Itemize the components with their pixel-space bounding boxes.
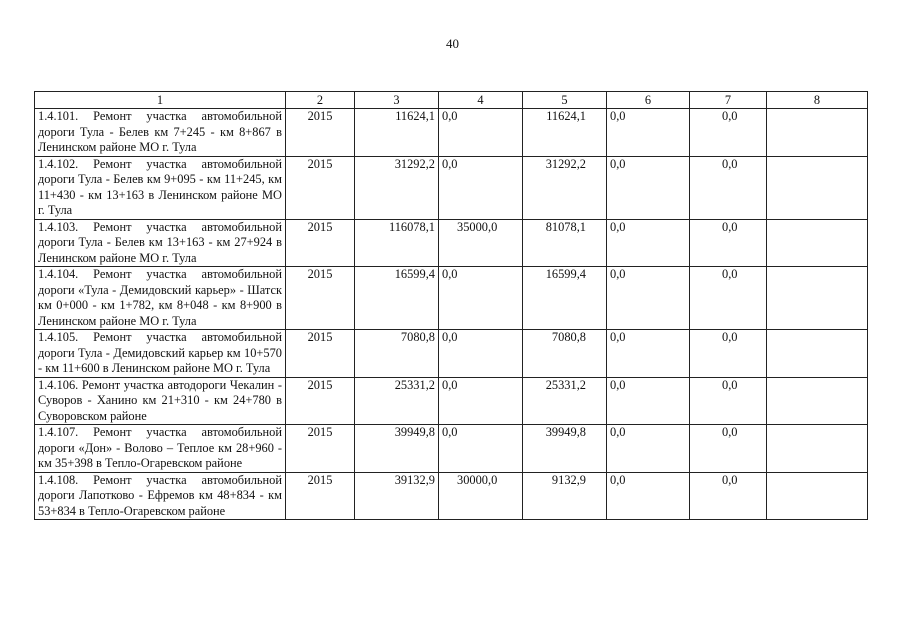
- table-row: [35, 377, 868, 425]
- row-col-7: 0,0: [690, 156, 767, 219]
- row-name: 1.4.105. Ремонт участка автомобильной дороги Тула - Демидовский карьер км 10+570 - км 11+600 в Ленинском районе МО г. Тула: [35, 330, 286, 378]
- header-col-8: 8: [767, 92, 868, 109]
- row-col-5: 39949,8: [523, 425, 607, 473]
- row-col-3: 39949,8: [355, 425, 439, 473]
- row-col-8: [767, 377, 868, 425]
- row-col-7: 0,0: [690, 330, 767, 378]
- row-col-5: 81078,1: [523, 219, 607, 267]
- table-row: [35, 219, 868, 267]
- row-col-6: 0,0: [607, 109, 690, 157]
- row-col-4: 0,0: [439, 156, 523, 219]
- row-col-4: 0,0: [439, 425, 523, 473]
- row-col-5: 25331,2: [523, 377, 607, 425]
- row-col-4: 0,0: [439, 109, 523, 157]
- row-col-3: 31292,2: [355, 156, 439, 219]
- table-row: [35, 267, 868, 330]
- row-col-5: 31292,2: [523, 156, 607, 219]
- header-col-1: 1: [35, 92, 286, 109]
- row-year: 2015: [286, 109, 355, 157]
- row-col-5: 7080,8: [523, 330, 607, 378]
- row-col-8: [767, 330, 868, 378]
- row-col-6: 0,0: [607, 267, 690, 330]
- row-col-3: 116078,1: [355, 219, 439, 267]
- row-year: 2015: [286, 267, 355, 330]
- row-name: 1.4.106. Ремонт участка автодороги Чекалин - Суворов - Ханино км 21+310 - км 24+780 в Суворовском районе: [35, 377, 286, 425]
- header-col-5: 5: [523, 92, 607, 109]
- row-year: 2015: [286, 377, 355, 425]
- row-col-3: 16599,4: [355, 267, 439, 330]
- row-col-8: [767, 156, 868, 219]
- header-col-2: 2: [286, 92, 355, 109]
- row-col-3: 7080,8: [355, 330, 439, 378]
- header-row: [35, 92, 868, 109]
- row-col-4: 0,0: [439, 267, 523, 330]
- row-col-7: 0,0: [690, 377, 767, 425]
- row-name: 1.4.104. Ремонт участка автомобильной дороги «Тула - Демидовский карьер» - Шатск км 0+000 - км 1+782, км 8+048 - км 8+900 в Ленинском районе МО г. Тула: [35, 267, 286, 330]
- row-col-5: 11624,1: [523, 109, 607, 157]
- row-name: 1.4.101. Ремонт участка автомобильной дороги Тула - Белев км 7+245 - км 8+867 в Ленинском районе МО г. Тула: [35, 109, 286, 157]
- row-col-3: 25331,2: [355, 377, 439, 425]
- header-col-3: 3: [355, 92, 439, 109]
- row-name: 1.4.108. Ремонт участка автомобильной дороги Лапотково - Ефремов км 48+834 - км 53+834 в Тепло-Огаревском районе: [35, 472, 286, 520]
- row-year: 2015: [286, 425, 355, 473]
- row-col-6: 0,0: [607, 425, 690, 473]
- header-col-4: 4: [439, 92, 523, 109]
- row-col-7: 0,0: [690, 267, 767, 330]
- row-col-3: 11624,1: [355, 109, 439, 157]
- header-col-7: 7: [690, 92, 767, 109]
- row-col-6: 0,0: [607, 219, 690, 267]
- row-col-6: 0,0: [607, 156, 690, 219]
- row-name: 1.4.103. Ремонт участка автомобильной дороги Тула - Белев км 13+163 - км 27+924 в Ленинском районе МО г. Тула: [35, 219, 286, 267]
- row-year: 2015: [286, 330, 355, 378]
- row-col-4: 0,0: [439, 377, 523, 425]
- row-col-4: 35000,0: [439, 219, 523, 267]
- row-col-3: 39132,9: [355, 472, 439, 520]
- table-row: [35, 425, 868, 473]
- row-col-5: 16599,4: [523, 267, 607, 330]
- row-name: 1.4.102. Ремонт участка автомобильной дороги Тула - Белев км 9+095 - км 11+245, км 11+430 - км 13+163 в Ленинском районе МО г. Тула: [35, 156, 286, 219]
- row-col-7: 0,0: [690, 472, 767, 520]
- row-col-6: 0,0: [607, 377, 690, 425]
- page-number: 40: [446, 36, 459, 51]
- row-col-8: [767, 267, 868, 330]
- table-row: [35, 109, 868, 157]
- row-year: 2015: [286, 156, 355, 219]
- row-name: 1.4.107. Ремонт участка автомобильной дороги «Дон» - Волово – Теплое км 28+960 - км 35+398 в Тепло-Огаревском районе: [35, 425, 286, 473]
- table-row: [35, 330, 868, 378]
- table-row: [35, 156, 868, 219]
- row-year: 2015: [286, 219, 355, 267]
- row-col-8: [767, 109, 868, 157]
- row-col-7: 0,0: [690, 425, 767, 473]
- row-col-6: 0,0: [607, 330, 690, 378]
- road-repair-table: [34, 91, 868, 520]
- row-col-6: 0,0: [607, 472, 690, 520]
- row-col-5: 9132,9: [523, 472, 607, 520]
- row-col-7: 0,0: [690, 109, 767, 157]
- row-col-8: [767, 219, 868, 267]
- row-col-4: 0,0: [439, 330, 523, 378]
- row-col-4: 30000,0: [439, 472, 523, 520]
- row-col-7: 0,0: [690, 219, 767, 267]
- row-year: 2015: [286, 472, 355, 520]
- header-col-6: 6: [607, 92, 690, 109]
- row-col-8: [767, 472, 868, 520]
- table-row: [35, 472, 868, 520]
- row-col-8: [767, 425, 868, 473]
